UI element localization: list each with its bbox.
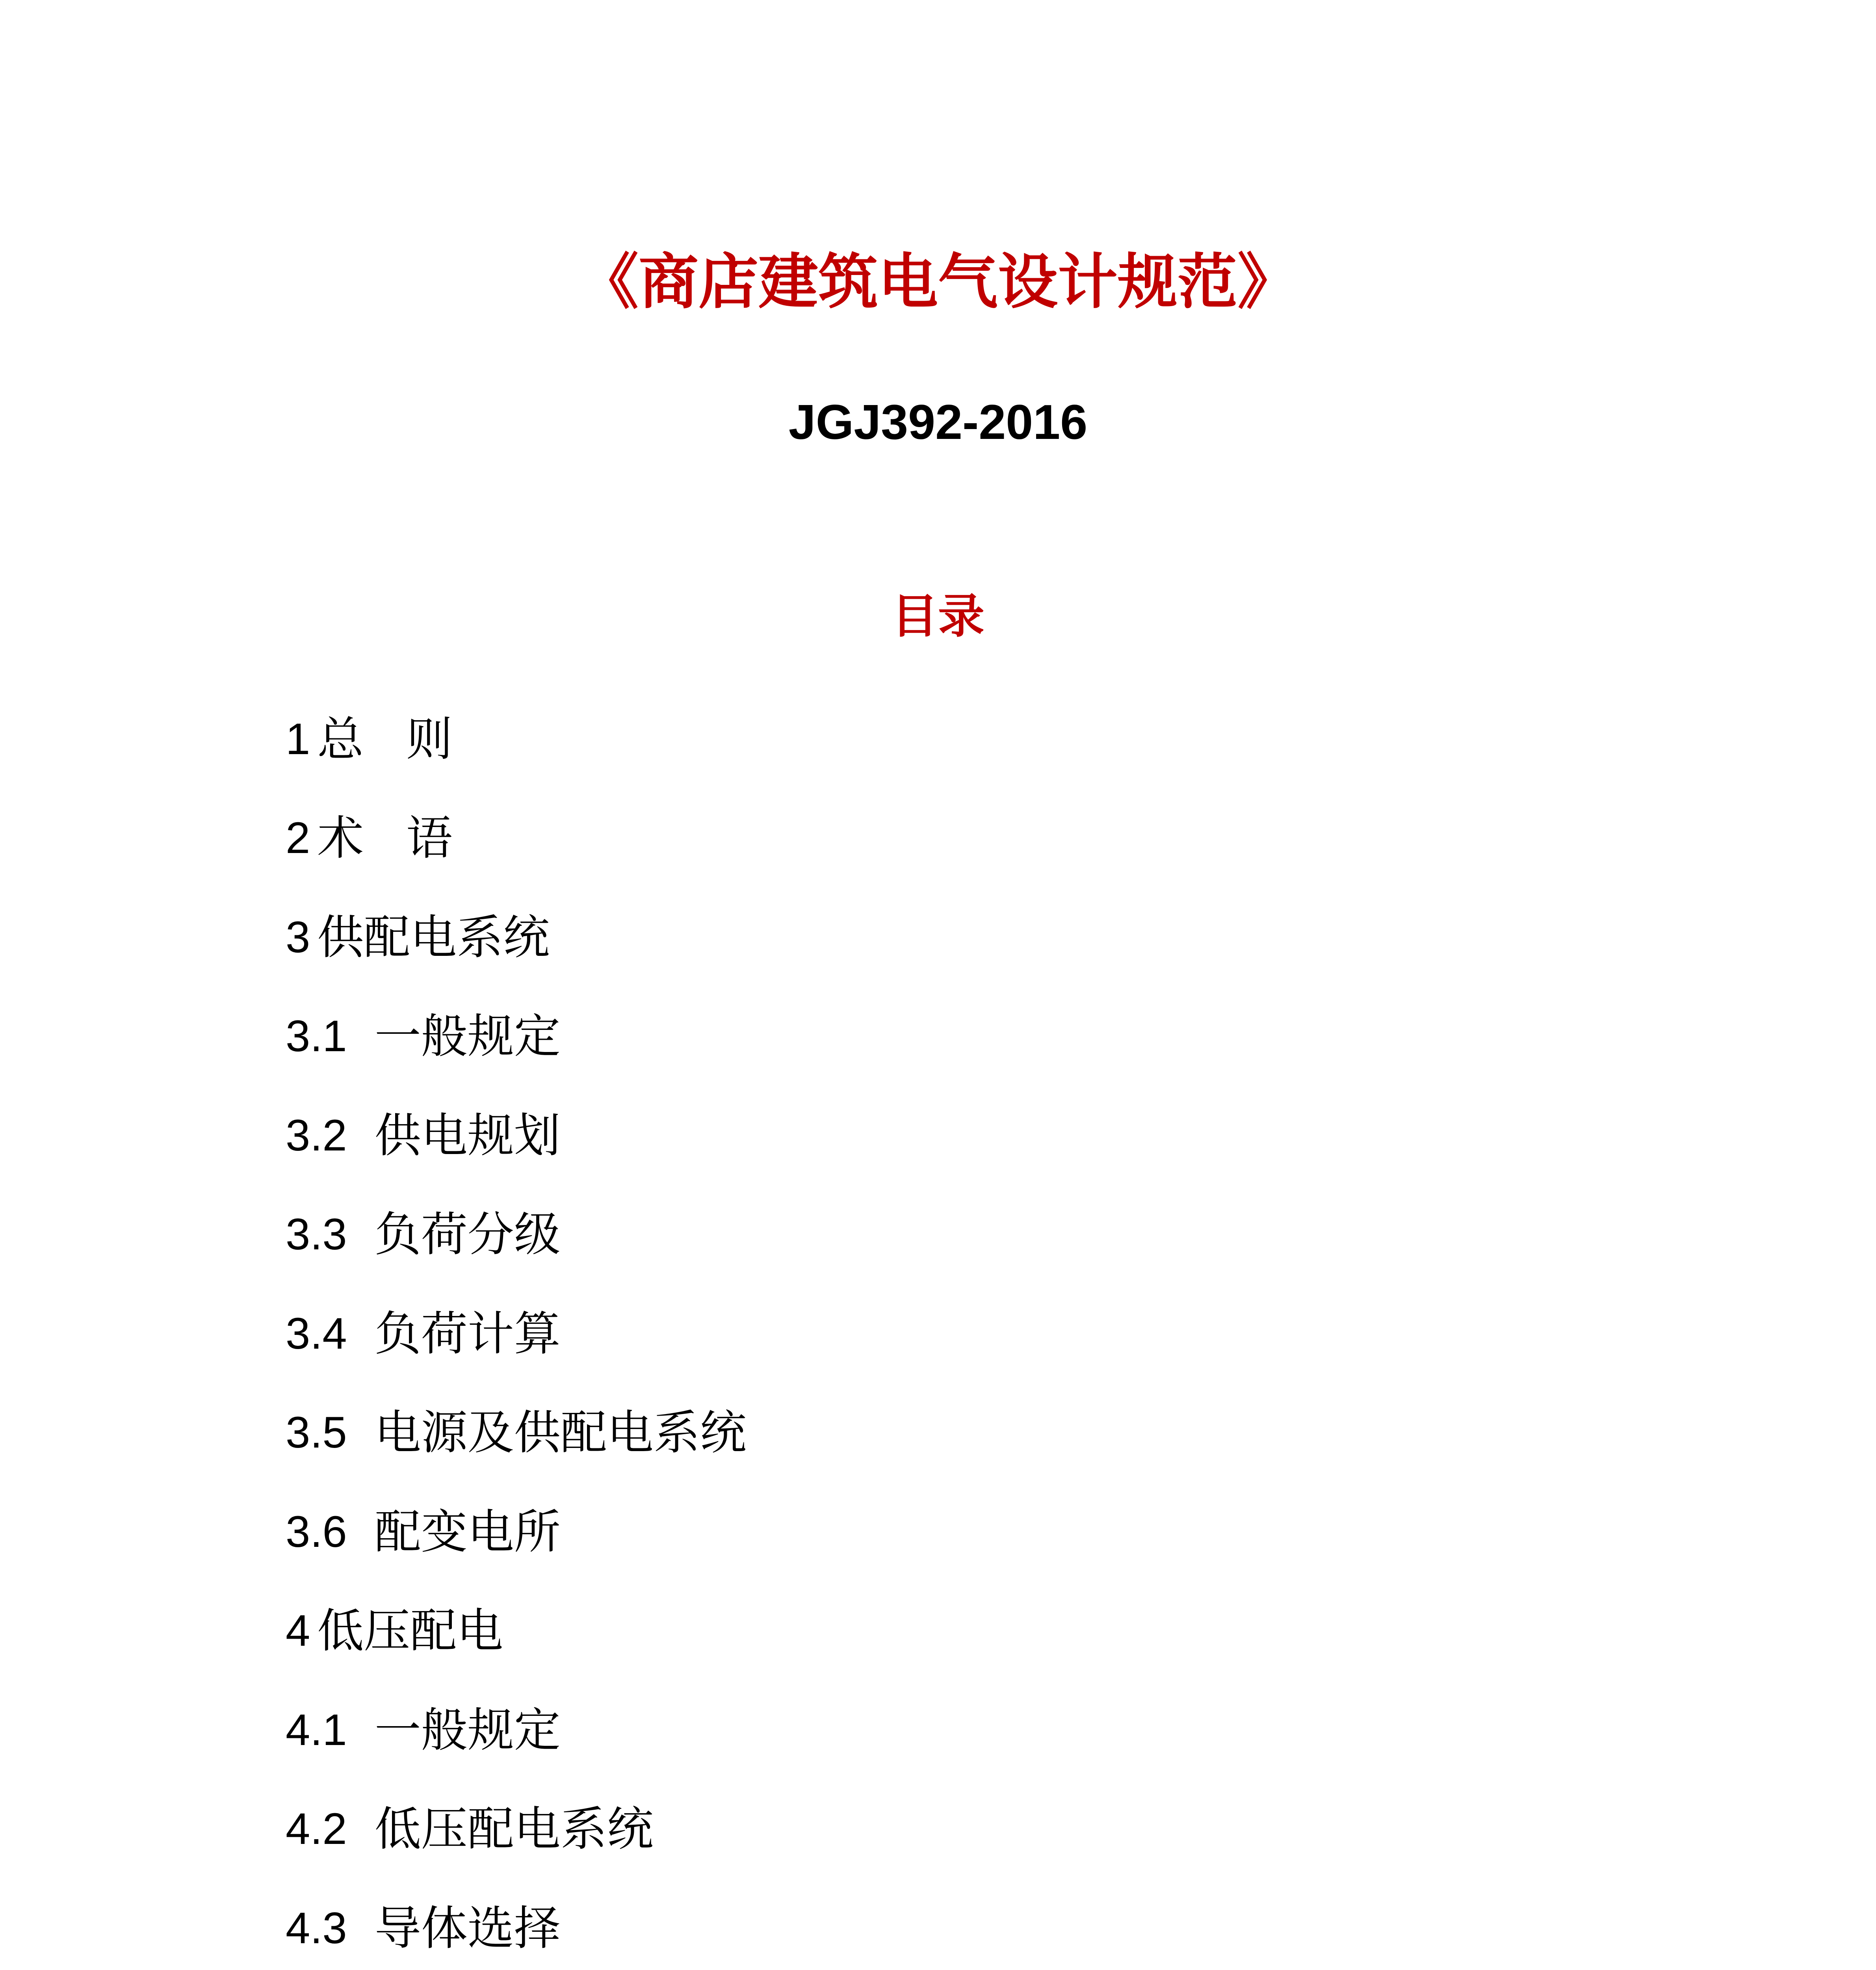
toc-entry-number: 3.1 [286,1011,347,1061]
toc-entry-number: 3.2 [286,1110,347,1160]
toc-entry-number: 4.3 [286,1903,347,1953]
toc-entry-title: 术 语 [317,811,453,866]
toc-entry-number: 3.4 [286,1308,347,1358]
toc-entry-number: 4.2 [286,1804,347,1854]
table-of-contents [286,690,747,1970]
standard-code: JGJ392-2016 [788,395,1088,450]
toc-subsection-entry[interactable] [286,1780,747,1879]
toc-chapter-entry[interactable] [286,1582,747,1681]
toc-entry-number: 4 [286,1606,310,1656]
toc-subsection-entry[interactable] [286,1680,747,1780]
toc-entry-number: 4.1 [286,1705,347,1754]
toc-entry-title: 负荷分级 [374,1207,561,1262]
toc-entry-number: 3.6 [286,1507,347,1556]
toc-subsection-entry[interactable] [286,1284,747,1383]
toc-subsection-entry[interactable] [286,987,747,1086]
toc-heading: 目录 [891,589,984,643]
toc-entry-number: 2 [286,813,310,863]
toc-subsection-entry[interactable] [286,1185,747,1284]
toc-entry-title: 负荷计算 [374,1306,561,1361]
toc-entry-title: 供电规划 [374,1108,561,1163]
toc-subsection-entry[interactable] [286,1482,747,1582]
toc-entry-title: 导体选择 [374,1901,561,1955]
toc-entry-title: 一般规定 [374,1009,561,1064]
document-title: 《商店建筑电气设计规范》 [579,247,1297,317]
toc-chapter-entry[interactable] [286,690,747,789]
toc-entry-title: 总 则 [317,712,453,766]
toc-entry-title: 低压配电 [317,1604,503,1658]
toc-entry-number: 1 [286,714,310,764]
toc-entry-title: 配变电所 [374,1504,561,1559]
toc-subsection-entry[interactable] [286,1383,747,1483]
toc-entry-number: 3 [286,912,310,962]
toc-subsection-entry[interactable] [286,1086,747,1185]
toc-entry-title: 一般规定 [374,1702,561,1757]
toc-chapter-entry[interactable] [286,888,747,987]
toc-entry-title: 电源及供配电系统 [374,1405,747,1460]
toc-chapter-entry[interactable] [286,789,747,888]
toc-entry-number: 3.5 [286,1408,347,1457]
toc-entry-title: 低压配电系统 [374,1802,654,1857]
toc-entry-title: 供配电系统 [317,910,550,965]
toc-entry-number: 3.3 [286,1210,347,1259]
toc-subsection-entry[interactable] [286,1879,747,1970]
